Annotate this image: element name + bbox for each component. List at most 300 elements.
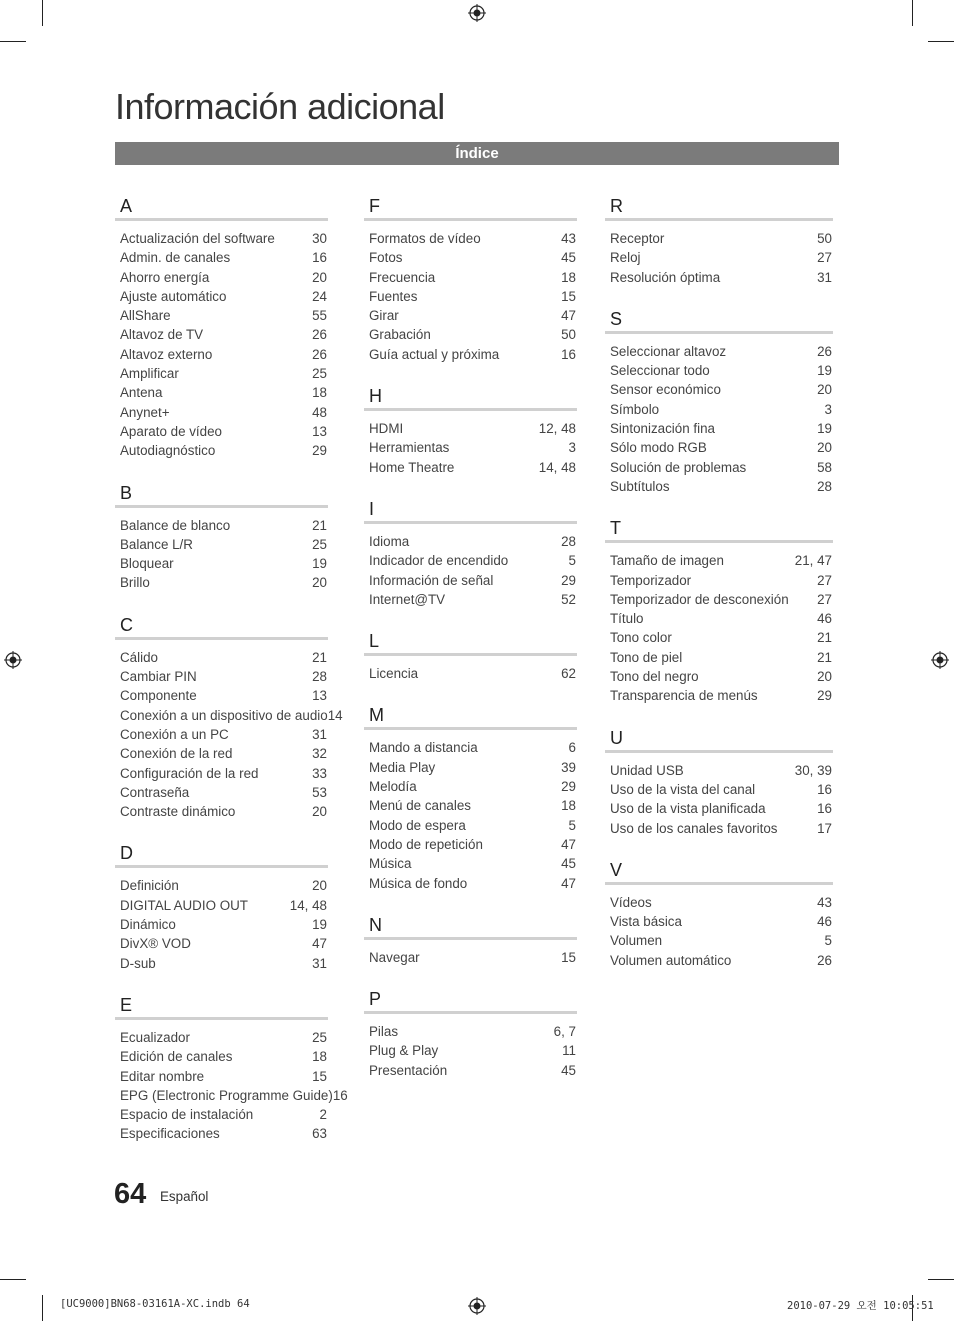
index-entry xyxy=(364,345,577,364)
index-term: Edición de canales xyxy=(120,1049,233,1065)
index-page-refs: 50 xyxy=(561,327,576,343)
group-divider xyxy=(364,218,577,221)
index-entry xyxy=(364,835,577,854)
index-term: Cálido xyxy=(120,649,158,665)
index-entry xyxy=(605,248,833,267)
index-entry xyxy=(605,780,833,799)
group-divider xyxy=(115,1017,328,1020)
index-page-refs: 26 xyxy=(312,327,327,343)
group-divider xyxy=(364,1011,577,1014)
index-term: Presentación xyxy=(369,1062,448,1078)
index-term: Transparencia de menús xyxy=(610,688,758,704)
index-term: Uso de la vista planificada xyxy=(610,801,766,817)
index-page-refs: 52 xyxy=(561,591,576,607)
index-group xyxy=(115,483,328,593)
index-page-refs: 45 xyxy=(561,856,576,872)
group-divider xyxy=(115,505,328,508)
index-page-refs: 46 xyxy=(817,914,832,930)
index-entry xyxy=(605,419,833,438)
index-page-refs: 19 xyxy=(817,363,832,379)
print-file-info: [UC9000]BN68-03161A-XC.indb 64 xyxy=(60,1298,250,1310)
index-page-refs: 16 xyxy=(817,781,832,797)
index-page-refs: 21 xyxy=(312,649,327,665)
index-entry xyxy=(115,325,328,344)
index-group-letter: A xyxy=(120,196,133,216)
index-entry xyxy=(115,229,328,248)
index-term: Navegar xyxy=(369,949,420,965)
group-divider xyxy=(605,218,833,221)
index-term: Altavoz de TV xyxy=(120,327,204,343)
index-term: Admin. de canales xyxy=(120,250,231,266)
index-page-refs: 25 xyxy=(312,1029,327,1045)
index-term: Ecualizador xyxy=(120,1029,190,1045)
index-entry xyxy=(364,1041,577,1060)
index-term: Internet@TV xyxy=(369,591,446,607)
index-term: Anynet+ xyxy=(120,404,170,420)
index-term: Fotos xyxy=(369,250,403,266)
group-divider xyxy=(115,218,328,221)
index-term: Editar nombre xyxy=(120,1068,205,1084)
index-entry xyxy=(364,854,577,873)
index-term: Indicador de encendido xyxy=(369,553,509,569)
index-entry xyxy=(115,667,328,686)
index-term: Configuración de la red xyxy=(120,765,259,781)
index-term: DIGITAL AUDIO OUT xyxy=(120,897,248,913)
index-page-refs: 25 xyxy=(312,536,327,552)
index-group xyxy=(605,728,833,838)
index-page-refs: 2 xyxy=(319,1107,327,1123)
index-entry xyxy=(605,477,833,496)
index-term: Guía actual y próxima xyxy=(369,346,500,362)
index-term: Subtítulos xyxy=(610,478,670,494)
group-divider xyxy=(605,540,833,543)
index-entry xyxy=(115,954,328,973)
index-page-refs: 14, 48 xyxy=(289,897,327,913)
crop-mark-icon xyxy=(42,1295,43,1321)
index-entry xyxy=(605,551,833,570)
index-page-refs: 18 xyxy=(561,269,576,285)
index-page-refs: 15 xyxy=(561,949,576,965)
index-entry xyxy=(364,551,577,570)
index-entry xyxy=(364,458,577,477)
index-page-refs: 26 xyxy=(817,952,832,968)
index-page-refs: 18 xyxy=(312,1049,327,1065)
index-entry xyxy=(115,876,328,895)
index-page-refs: 13 xyxy=(312,423,327,439)
index-entry xyxy=(364,777,577,796)
index-page-refs: 15 xyxy=(312,1068,327,1084)
index-entry xyxy=(605,229,833,248)
index-page-refs: 47 xyxy=(561,836,576,852)
index-page-refs: 16 xyxy=(332,1087,348,1103)
index-entry xyxy=(115,686,328,705)
index-term: Conexión a un dispositivo de audio xyxy=(120,707,328,723)
index-term: Aparato de vídeo xyxy=(120,423,222,439)
index-page-refs: 16 xyxy=(817,801,832,817)
index-page-refs: 50 xyxy=(817,231,832,246)
index-term: Mando a distancia xyxy=(369,740,478,756)
index-page-refs: 3 xyxy=(824,401,832,417)
index-term: Autodiagnóstico xyxy=(120,443,216,459)
index-term: Grabación xyxy=(369,327,431,343)
index-page-refs: 31 xyxy=(312,955,327,971)
index-page-refs: 5 xyxy=(568,817,576,833)
index-term: Resolución óptima xyxy=(610,269,721,285)
index-term: Modo de repetición xyxy=(369,836,483,852)
index-term: Sintonización fina xyxy=(610,421,715,437)
index-term: Sensor económico xyxy=(610,382,721,398)
index-entry xyxy=(605,571,833,590)
index-entry xyxy=(364,248,577,267)
index-page-refs: 24 xyxy=(312,288,327,304)
index-entry xyxy=(364,306,577,325)
index-entry xyxy=(605,400,833,419)
index-page-refs: 47 xyxy=(561,308,576,324)
index-entry xyxy=(364,419,577,438)
index-entry xyxy=(115,383,328,402)
index-group xyxy=(605,309,833,496)
crop-mark-icon xyxy=(928,1279,954,1280)
index-page-refs: 20 xyxy=(312,878,327,894)
index-entry xyxy=(605,609,833,628)
index-term: Actualización del software xyxy=(120,231,275,246)
index-page-refs: 31 xyxy=(817,269,832,285)
index-entry xyxy=(364,438,577,457)
index-group xyxy=(605,860,833,970)
index-page-refs: 27 xyxy=(817,572,832,588)
index-page-refs: 14, 48 xyxy=(538,459,576,475)
group-divider xyxy=(605,331,833,334)
index-group-letter: I xyxy=(369,498,375,519)
index-term: Tamaño de imagen xyxy=(610,553,724,569)
index-page-refs: 18 xyxy=(561,798,576,814)
index-term: Volumen automático xyxy=(610,952,732,968)
index-page-refs: 55 xyxy=(312,308,327,324)
index-page-refs: 47 xyxy=(312,936,327,952)
index-entry xyxy=(364,948,577,967)
index-page-refs: 31 xyxy=(312,726,327,742)
index-page-refs: 16 xyxy=(561,346,576,362)
group-divider xyxy=(364,727,577,730)
index-term: Balance de blanco xyxy=(120,517,231,533)
index-entry xyxy=(115,725,328,744)
index-group-letter: L xyxy=(369,631,380,652)
index-term: Información de señal xyxy=(369,572,494,588)
index-page-refs: 20 xyxy=(817,669,832,685)
index-page-refs: 28 xyxy=(817,478,832,494)
index-entry xyxy=(115,403,328,422)
index-page-refs: 19 xyxy=(817,421,832,437)
index-term: Antena xyxy=(120,385,163,401)
index-entry xyxy=(364,664,577,683)
index-entry xyxy=(605,380,833,399)
index-term: Símbolo xyxy=(610,401,660,417)
index-entry xyxy=(605,342,833,361)
index-group xyxy=(115,843,328,972)
index-entry xyxy=(605,893,833,912)
index-page-refs: 17 xyxy=(817,820,832,836)
index-term: Formatos de vídeo xyxy=(369,231,481,246)
crop-mark-icon xyxy=(0,41,26,42)
index-entry xyxy=(364,816,577,835)
index-page-refs: 30 xyxy=(312,231,327,246)
index-term: Dinámico xyxy=(120,917,176,933)
index-column xyxy=(115,196,348,1166)
index-page-refs: 53 xyxy=(312,784,327,800)
index-group xyxy=(605,196,833,287)
index-page-refs: 13 xyxy=(312,688,327,704)
index-term: Plug & Play xyxy=(369,1043,439,1059)
index-entry xyxy=(115,554,328,573)
index-entry xyxy=(115,783,328,802)
index-page-refs: 46 xyxy=(817,611,832,627)
index-entry xyxy=(605,912,833,931)
index-entry xyxy=(115,422,328,441)
index-group xyxy=(364,915,577,967)
index-group xyxy=(364,499,577,609)
index-group xyxy=(364,705,577,892)
index-entry xyxy=(364,229,577,248)
index-entry xyxy=(364,758,577,777)
index-entry xyxy=(605,761,833,780)
index-group-letter: H xyxy=(369,386,382,407)
index-page-refs: 15 xyxy=(561,288,576,304)
index-entry xyxy=(115,802,328,821)
index-term: Espacio de instalación xyxy=(120,1107,254,1123)
index-page-refs: 20 xyxy=(312,269,327,285)
index-entry xyxy=(115,516,328,535)
crop-mark-icon xyxy=(928,41,954,42)
index-entry xyxy=(605,951,833,970)
index-entry xyxy=(115,648,328,667)
index-page-refs: 3 xyxy=(568,440,576,456)
index-page-refs: 26 xyxy=(817,343,832,359)
index-entry xyxy=(605,648,833,667)
index-page-refs: 27 xyxy=(817,591,832,607)
index-entry xyxy=(364,571,577,590)
index-page-refs: 20 xyxy=(312,575,327,591)
index-entry xyxy=(115,764,328,783)
index-term: HDMI xyxy=(369,421,404,437)
index-column xyxy=(364,196,577,1102)
group-divider xyxy=(364,937,577,940)
index-term: Modo de espera xyxy=(369,817,466,833)
index-page-refs: 48 xyxy=(312,404,327,420)
registration-mark-icon xyxy=(4,651,22,669)
index-entry xyxy=(605,799,833,818)
index-term: Vídeos xyxy=(610,894,652,910)
index-term: Seleccionar todo xyxy=(610,363,710,379)
index-entry xyxy=(605,686,833,705)
index-term: Altavoz externo xyxy=(120,346,213,362)
crop-mark-icon xyxy=(0,1279,26,1280)
index-term: Melodía xyxy=(369,779,417,795)
index-page-refs: 43 xyxy=(817,894,832,910)
group-divider xyxy=(115,637,328,640)
index-page-refs: 25 xyxy=(312,366,327,382)
index-term: Sólo modo RGB xyxy=(610,440,707,456)
index-term: Bloquear xyxy=(120,556,174,572)
page-language: Español xyxy=(160,1189,209,1204)
index-entry xyxy=(364,738,577,757)
index-entry xyxy=(115,306,328,325)
index-term: Home Theatre xyxy=(369,459,455,475)
index-page-refs: 47 xyxy=(561,875,576,891)
index-group-letter: S xyxy=(610,308,623,329)
index-group-letter: E xyxy=(120,994,133,1015)
print-date: 2010-07-29 오전 10:05:51 xyxy=(787,1300,934,1312)
index-entry xyxy=(605,667,833,686)
index-term: Ahorro energía xyxy=(120,269,210,285)
index-term: Solución de problemas xyxy=(610,459,747,475)
index-entry xyxy=(364,590,577,609)
index-term: Girar xyxy=(369,308,399,324)
index-page-refs: 18 xyxy=(312,385,327,401)
index-entry xyxy=(605,268,833,287)
index-page-refs: 20 xyxy=(817,382,832,398)
index-entry xyxy=(115,915,328,934)
index-page-refs: 29 xyxy=(312,443,327,459)
index-group xyxy=(115,614,343,822)
page-number: 64 xyxy=(114,1178,147,1210)
index-page-refs: 11 xyxy=(562,1043,576,1059)
index-page-refs: 6, 7 xyxy=(553,1024,576,1040)
index-term: Seleccionar altavoz xyxy=(610,343,727,359)
index-term: AllShare xyxy=(120,308,171,324)
index-term: Vista básica xyxy=(610,914,682,930)
index-page-refs: 20 xyxy=(817,440,832,456)
index-term: Ajuste automático xyxy=(120,288,227,304)
index-page-refs: 19 xyxy=(312,917,327,933)
index-group-letter: T xyxy=(610,518,621,539)
index-entry xyxy=(115,268,328,287)
index-entry xyxy=(115,1105,328,1124)
index-group-letter: C xyxy=(120,614,133,635)
index-column xyxy=(605,196,833,992)
index-page-refs: 27 xyxy=(817,250,832,266)
index-page-refs: 30, 39 xyxy=(794,762,832,778)
index-term: Título xyxy=(610,611,644,627)
index-entry xyxy=(605,931,833,950)
index-page-refs: 43 xyxy=(561,231,576,246)
crop-mark-icon xyxy=(912,0,913,26)
index-entry xyxy=(115,248,328,267)
index-page-refs: 26 xyxy=(312,346,327,362)
index-term: Unidad USB xyxy=(610,762,684,778)
index-page-refs: 21 xyxy=(817,630,832,646)
index-page-refs: 21 xyxy=(312,517,327,533)
index-entry xyxy=(115,934,328,953)
index-page-refs: 33 xyxy=(312,765,327,781)
index-entry xyxy=(364,532,577,551)
index-entry xyxy=(115,1124,328,1143)
index-term: Contraseña xyxy=(120,784,190,800)
index-page-refs: 63 xyxy=(312,1126,327,1142)
index-group xyxy=(364,196,577,364)
index-entry xyxy=(115,345,328,364)
index-entry xyxy=(115,573,328,592)
index-group xyxy=(115,994,348,1144)
index-group-letter: R xyxy=(610,196,623,216)
index-page-refs: 29 xyxy=(817,688,832,704)
group-divider xyxy=(605,750,833,753)
group-divider xyxy=(605,882,833,885)
index-entry xyxy=(364,1061,577,1080)
index-term: Temporizador de desconexión xyxy=(610,591,789,607)
registration-mark-icon xyxy=(468,4,486,22)
index-group-letter: N xyxy=(369,914,382,935)
index-entry xyxy=(364,874,577,893)
index-entry xyxy=(605,361,833,380)
group-divider xyxy=(364,653,577,656)
index-group-letter: B xyxy=(120,482,133,503)
index-group-letter: P xyxy=(369,989,382,1010)
index-page-refs: 28 xyxy=(312,669,327,685)
index-entry xyxy=(364,268,577,287)
index-term: Tono color xyxy=(610,630,672,646)
index-term: Menú de canales xyxy=(369,798,471,814)
index-page-refs: 6 xyxy=(568,740,576,756)
index-entry xyxy=(115,441,328,460)
index-page-refs: 58 xyxy=(817,459,832,475)
index-term: Idioma xyxy=(369,533,410,549)
index-page-refs: 21 xyxy=(817,649,832,665)
index-entry xyxy=(115,1028,328,1047)
index-entry xyxy=(115,896,328,915)
index-entry xyxy=(115,744,328,763)
registration-mark-icon xyxy=(931,651,949,669)
index-term: Cambiar PIN xyxy=(120,669,197,685)
index-entry xyxy=(605,590,833,609)
index-group-letter: U xyxy=(610,727,623,748)
index-term: Herramientas xyxy=(369,440,450,456)
page-title: Información adicional xyxy=(115,86,445,127)
index-group-letter: M xyxy=(369,705,384,726)
index-page-refs: 45 xyxy=(561,250,576,266)
index-page-refs: 29 xyxy=(561,779,576,795)
index-group xyxy=(364,386,577,477)
index-term: Uso de la vista del canal xyxy=(610,781,756,797)
index-term: Receptor xyxy=(610,231,665,246)
index-page-refs: 62 xyxy=(561,666,576,682)
registration-mark-icon xyxy=(468,1297,486,1315)
index-page-refs: 28 xyxy=(561,533,576,549)
index-entry xyxy=(364,796,577,815)
index-entry xyxy=(115,1047,328,1066)
index-term: Uso de los canales favoritos xyxy=(610,820,778,836)
index-group-letter: F xyxy=(369,196,380,216)
index-term: Tono de piel xyxy=(610,649,683,665)
index-entry xyxy=(364,325,577,344)
index-term: Reloj xyxy=(610,250,641,266)
index-term: Licencia xyxy=(369,666,419,682)
index-page-refs: 32 xyxy=(312,746,327,762)
index-term: Media Play xyxy=(369,759,436,775)
index-term: Pilas xyxy=(369,1024,399,1040)
index-entry xyxy=(115,1067,328,1086)
index-entry xyxy=(115,364,328,383)
section-title-bar: Índice xyxy=(115,142,839,165)
index-entry xyxy=(115,287,328,306)
index-page-refs: 39 xyxy=(561,759,576,775)
crop-mark-icon xyxy=(42,0,43,26)
index-entry xyxy=(605,458,833,477)
index-entry xyxy=(605,628,833,647)
index-term: Conexión a un PC xyxy=(120,726,229,742)
index-entry xyxy=(605,438,833,457)
index-group-letter: D xyxy=(120,843,133,864)
index-page-refs: 45 xyxy=(561,1062,576,1078)
